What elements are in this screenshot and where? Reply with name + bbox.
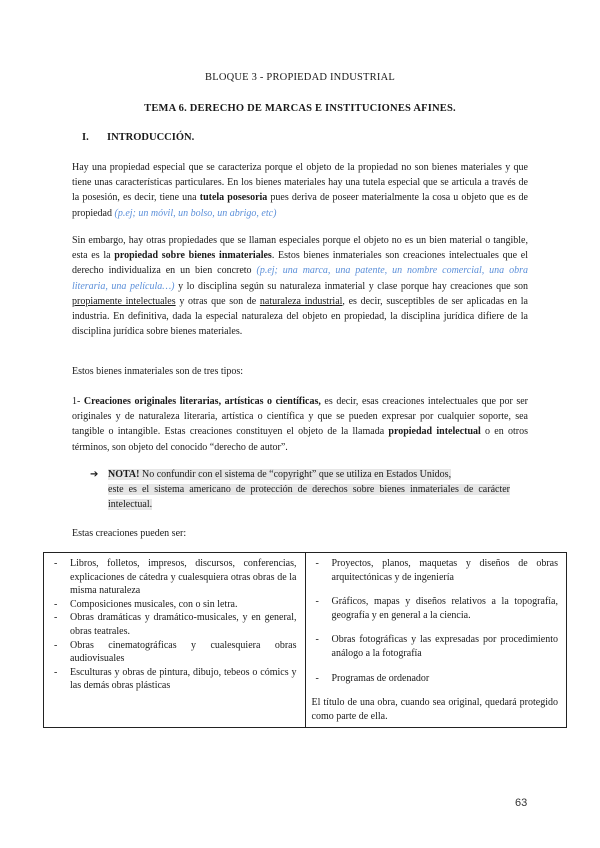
text-run: y otras que son de bbox=[175, 295, 260, 307]
list-item: - Obras dramáticas y dramático-musicales, y en general, obras teatrales. bbox=[50, 611, 297, 638]
table-footnote: El título de una obra, cuando sea original, quedará protegido como parte de ella. bbox=[311, 697, 558, 722]
text-run: y lo disciplina según su naturaleza inmaterial y clase porque hay creaciones que son bbox=[174, 280, 528, 292]
section-number: I. bbox=[82, 132, 89, 143]
text-run: pues deriva de poseer materialmente la cosa u objeto que es de propiedad bbox=[72, 192, 528, 219]
table-cell-right bbox=[305, 553, 567, 728]
list-item: - Composiciones musicales, con o sin letra. bbox=[50, 598, 297, 612]
list-item: - Esculturas y obras de pintura, dibujo, tebeos o cómics y las demás obras plásticas bbox=[50, 666, 297, 693]
example-text: (p.ej; un móvil, un bolso, un abrigo, etc) bbox=[114, 207, 277, 219]
bold-term: propiedad sobre bienes inmateriales bbox=[114, 250, 272, 262]
bold-term: Creaciones originales literarias, artísticas o científicas, bbox=[83, 396, 321, 407]
paragraph-creations bbox=[72, 394, 528, 455]
underlined-term: propiamente intelectuales bbox=[72, 295, 176, 307]
works-table bbox=[43, 552, 567, 728]
note-text: No confundir con el sistema de “copyright” que se utiliza en Estados Unidos, bbox=[139, 469, 452, 480]
text-run: Sin embargo, hay otras propiedades que se llaman especiales porque el objeto no es un bien material o tangible, esta es la bbox=[72, 235, 528, 262]
right-list bbox=[312, 557, 559, 685]
block-title: BLOQUE 3 - PROPIEDAD INDUSTRIAL bbox=[205, 72, 395, 83]
arrow-icon: ➔ bbox=[90, 469, 99, 480]
underlined-term: naturaleza industrial bbox=[259, 295, 343, 307]
paragraph-intro bbox=[72, 160, 528, 221]
table-row bbox=[44, 553, 567, 728]
text-run: Hay una propiedad especial que se caracteriza porque el objeto de la propiedad no son bienes materiales y que tiene unas características particulares. En los bienes materiales hay una tutela especial que se articula a través de la posesión, es decir, tiene una bbox=[72, 162, 528, 204]
bold-term: propiedad intelectual bbox=[388, 426, 481, 438]
list-item: - Obras cinematográficas y cualesquiera obras audiovisuales bbox=[50, 639, 297, 666]
example-text: (p.ej; una marca, una patente, un nombre comercial, una obra literaria, una película…) bbox=[72, 265, 528, 292]
note-box bbox=[90, 467, 510, 513]
list-item: - Gráficos, mapas y diseños relativos a la topografía, geografía y en general a la ciencia. bbox=[312, 595, 559, 622]
text-run: o en otros términos, son objeto del conocido “derecho de autor”. bbox=[72, 426, 528, 453]
list-item: - Programas de ordenador bbox=[312, 672, 559, 686]
note-label: NOTA! bbox=[108, 469, 140, 480]
list-item: - Obras fotográficas y las expresadas por procedimiento análogo a la fotografía bbox=[312, 633, 559, 660]
list-item: - Proyectos, planos, maquetas y diseños de obras arquitectónicas y de ingeniería bbox=[312, 557, 559, 584]
list-number: 1- bbox=[72, 396, 84, 407]
paragraph-types: Estos bienes inmateriales son de tres tipos: bbox=[72, 366, 244, 377]
page-number: 63 bbox=[515, 797, 528, 809]
note-line bbox=[90, 467, 510, 482]
paragraph-immaterial bbox=[72, 233, 528, 339]
text-run: es decir, esas creaciones intelectuales que por ser originales y de naturaleza literaria, artística o científica y que se pueden expresar por cualquier soporte, sea tangible o intangible. Estas creaciones constituyen el objeto de la llamada bbox=[72, 396, 528, 438]
text-run: , es decir, susceptibles de ser aplicadas en la industria. En definitiva, dada la especial naturaleza del objeto en propiedad, la disciplina jurídica difiere de la disciplina jurídica sobre bienes materiales. bbox=[72, 295, 528, 338]
note-line bbox=[90, 482, 510, 512]
text-run: . Estos bienes inmateriales son creaciones intelectuales que el derecho individualiza en un bien concreto bbox=[72, 250, 528, 277]
section-title: INTRODUCCIÓN. bbox=[107, 132, 195, 143]
bold-term: tutela posesoria bbox=[199, 192, 268, 204]
paragraph-creations-can-be: Estas creaciones pueden ser: bbox=[72, 528, 187, 539]
table-cell-left bbox=[44, 553, 306, 728]
section-heading bbox=[82, 132, 194, 143]
note-text: este es el sistema americano de protección de derechos sobre bienes inmateriales de carácter intelectual. bbox=[108, 484, 510, 511]
tema-title: TEMA 6. DERECHO DE MARCAS E INSTITUCIONES AFINES. bbox=[144, 103, 456, 114]
left-list bbox=[50, 557, 297, 693]
list-item: - Libros, folletos, impresos, discursos, conferencias, explicaciones de cátedra y cualesquiera otras obras de la misma naturaleza bbox=[50, 557, 297, 598]
